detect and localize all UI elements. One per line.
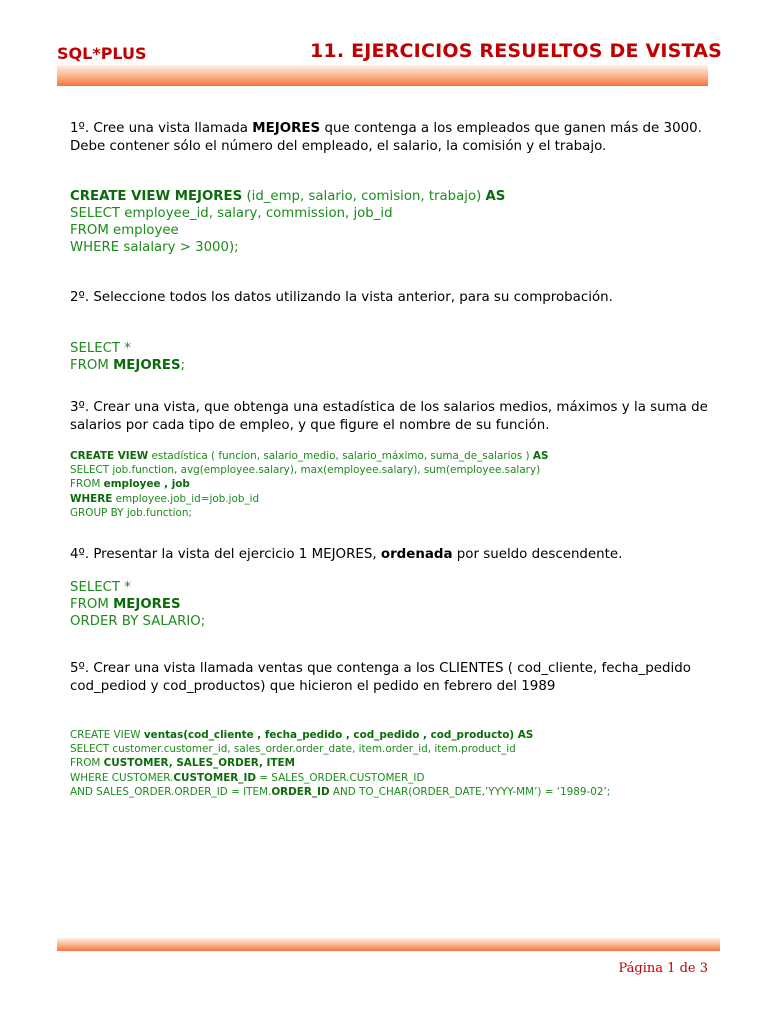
exercise-2-question: 2º. Seleccione todos los datos utilizando la vista anterior, para su comprobación. xyxy=(70,290,613,305)
code-line: FROM CUSTOMER, SALES_ORDER, ITEM xyxy=(70,757,295,770)
code-line: SELECT job.function, avg(employee.salary), max(employee.salary), sum(employee.salary) xyxy=(70,464,541,477)
header-sqlplus: SQL*PLUS xyxy=(57,44,147,63)
exercise-1-code xyxy=(70,188,710,256)
ex1-bold: MEJORES xyxy=(252,121,321,136)
page-number: Página 1 de 3 xyxy=(618,961,708,976)
exercise-4-question xyxy=(70,546,710,564)
ex4-bold: ordenada xyxy=(380,547,453,563)
code-line: SELECT employee_id, salary, commission, job_id xyxy=(70,206,393,221)
code-line: CREATE VIEW MEJORES (id_emp, salario, comision, trabajo) AS xyxy=(70,189,506,204)
code-line: SELECT * xyxy=(70,341,131,356)
ex4-text-post: por sueldo descendente. xyxy=(452,547,623,563)
code-line: CREATE VIEW estadística ( funcion, salario_medio, salario_máximo, suma_de_salarios ) AS xyxy=(70,450,549,462)
code-line: ORDER BY SALARIO; xyxy=(70,614,206,630)
code-line: FROM MEJORES; xyxy=(70,358,186,373)
exercise-1-question xyxy=(70,120,710,156)
code-line: CREATE VIEW ventas(cod_cliente , fecha_pedido , cod_pedido , cod_producto) AS xyxy=(70,729,534,742)
exercise-3-question: 3º. Crear una vista, que obtenga una estadística de los salarios medios, máximos y la suma de salarios por cada tipo de empleo, y que figure el nombre de su función. xyxy=(70,400,708,433)
ex1-text-post: que contenga a los empleados que ganen más de 3000. Debe contener sólo el número del empleado, el salario, la comisión y el trabajo. xyxy=(70,121,702,154)
page-title: 11. EJERCICIOS RESUELTOS DE VISTAS xyxy=(310,40,722,62)
document-body xyxy=(70,118,710,799)
ex1-text: 1º. Cree una vista llamada xyxy=(70,121,253,136)
exercise-5-code xyxy=(70,728,710,799)
code-line: FROM employee xyxy=(70,223,179,238)
exercise-5-question: 5º. Crear una vista llamada ventas que contenga a los CLIENTES ( cod_cliente, fecha_pedido cod_pediod y cod_productos) que hicieron el pedido en febrero del 1989 xyxy=(70,661,691,695)
code-line: FROM MEJORES xyxy=(70,597,181,613)
code-line: SELECT * xyxy=(70,580,131,596)
exercise-3-code xyxy=(70,449,710,520)
code-line: WHERE employee.job_id=job.job_id xyxy=(70,492,260,505)
exercise-4-code xyxy=(70,579,710,630)
code-line: SELECT customer.customer_id, sales_order.order_date, item.order_id, item.product_id xyxy=(70,743,516,756)
code-line: WHERE salalary > 3000); xyxy=(70,240,239,255)
header-bar xyxy=(57,65,708,86)
code-line: GROUP BY job.function; xyxy=(70,506,192,519)
exercise-2-code xyxy=(70,340,710,374)
footer-bar xyxy=(57,938,720,951)
code-line: AND SALES_ORDER.ORDER_ID = ITEM.ORDER_ID AND TO_CHAR(ORDER_DATE,’YYYY-MM’) = ‘1989-02’; xyxy=(70,785,611,798)
ex4-text: 4º. Presentar la vista del ejercicio 1 MEJORES, xyxy=(70,547,381,563)
code-line: FROM employee , job xyxy=(70,478,190,491)
code-line: WHERE CUSTOMER.CUSTOMER_ID = SALES_ORDER.CUSTOMER_ID xyxy=(70,771,425,784)
